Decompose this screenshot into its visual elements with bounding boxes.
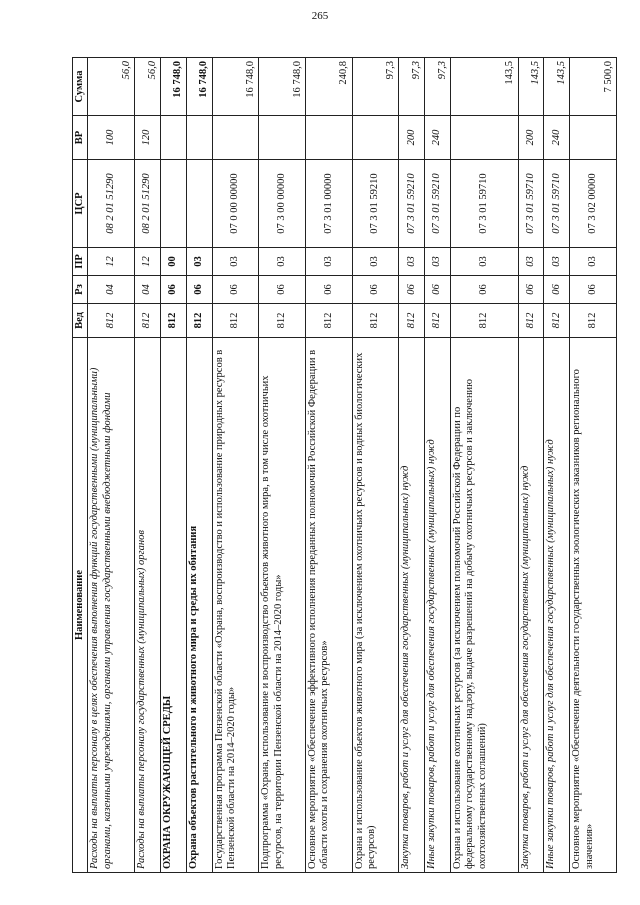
cell-sum: 16 748,0: [212, 58, 259, 116]
table-row: [212, 58, 259, 873]
cell-ved: 812: [352, 304, 399, 338]
cell-pr: 03: [518, 248, 544, 276]
cell-rz: 04: [135, 276, 161, 304]
cell-csr: 07 3 01 59710: [451, 160, 518, 248]
cell-ved: 812: [88, 304, 135, 338]
cell-name: Расходы на выплаты персоналу в целях обеспечения выполнения функций государственными (муниципальными) органами, казенными учреждениями, органами управления государственными внебюджетными фондами: [88, 338, 135, 873]
header-ved: Вед: [73, 304, 88, 338]
table-row: [451, 58, 518, 873]
cell-vr: 240: [425, 116, 451, 160]
cell-rz: 06: [305, 276, 352, 304]
cell-pr: 03: [186, 248, 212, 276]
cell-name: Охрана и использование объектов животного мира (за исключением охотничьих ресурсов и водных биологических ресурсов): [352, 338, 399, 873]
cell-sum: 97,3: [399, 58, 425, 116]
cell-pr: 03: [544, 248, 570, 276]
header-csr: ЦСР: [73, 160, 88, 248]
table-row: [259, 58, 306, 873]
cell-vr: [259, 116, 306, 160]
table-header-row: [73, 58, 88, 873]
table-row: [518, 58, 544, 873]
cell-vr: 200: [518, 116, 544, 160]
cell-vr: [451, 116, 518, 160]
cell-csr: 07 3 01 00000: [305, 160, 352, 248]
table-row: [425, 58, 451, 873]
page-body: [72, 58, 617, 873]
cell-pr: 12: [135, 248, 161, 276]
cell-pr: 03: [570, 248, 617, 276]
cell-vr: [160, 116, 186, 160]
cell-name: ОХРАНА ОКРУЖАЮЩЕЙ СРЕДЫ: [160, 338, 186, 873]
cell-pr: 03: [451, 248, 518, 276]
table-row: [544, 58, 570, 873]
cell-rz: 06: [544, 276, 570, 304]
cell-ved: 812: [135, 304, 161, 338]
cell-pr: 03: [425, 248, 451, 276]
table-row: [570, 58, 617, 873]
cell-ved: 812: [212, 304, 259, 338]
cell-rz: 06: [451, 276, 518, 304]
cell-csr: 07 3 01 59710: [518, 160, 544, 248]
page-number: 265: [311, 10, 329, 22]
cell-ved: 812: [425, 304, 451, 338]
cell-name: Государственная программа Пензенской области «Охрана, воспроизводство и использование природных ресурсов в Пензенской области на 2014–2020 годы»: [212, 338, 259, 873]
table-body: [88, 58, 617, 873]
cell-name: Охрана объектов растительного и животного мира и среды их обитания: [186, 338, 212, 873]
cell-csr: 07 3 01 59210: [425, 160, 451, 248]
table-row: [135, 58, 161, 873]
cell-ved: 812: [399, 304, 425, 338]
cell-csr: 08 2 01 51290: [88, 160, 135, 248]
cell-vr: 200: [399, 116, 425, 160]
cell-name: Расходы на выплаты персоналу государственных (муниципальных) органов: [135, 338, 161, 873]
rotated-table-wrapper: [72, 58, 617, 873]
table-row: [305, 58, 352, 873]
cell-sum: 143,5: [451, 58, 518, 116]
cell-pr: 12: [88, 248, 135, 276]
cell-pr: 03: [305, 248, 352, 276]
cell-vr: 100: [88, 116, 135, 160]
cell-name: Подпрограмма «Охрана, использование и воспроизводство объектов животного мира, в том числе охотничьих ресурсов, на территории Пензенской области на 2014–2020 годы»: [259, 338, 306, 873]
cell-vr: [352, 116, 399, 160]
cell-pr: 03: [399, 248, 425, 276]
cell-csr: 07 3 02 00000: [570, 160, 617, 248]
header-pr: ПР: [73, 248, 88, 276]
cell-rz: 04: [88, 276, 135, 304]
cell-ved: 812: [518, 304, 544, 338]
cell-vr: [186, 116, 212, 160]
table-row: [160, 58, 186, 873]
table-row: [399, 58, 425, 873]
cell-sum: 240,8: [305, 58, 352, 116]
table-row: [352, 58, 399, 873]
cell-pr: 03: [259, 248, 306, 276]
cell-sum: 143,5: [544, 58, 570, 116]
cell-vr: 240: [544, 116, 570, 160]
cell-csr: 07 3 00 00000: [259, 160, 306, 248]
cell-rz: 06: [259, 276, 306, 304]
header-vr: ВР: [73, 116, 88, 160]
cell-rz: 06: [518, 276, 544, 304]
cell-name: Закупка товаров, работ и услуг для обеспечения государственных (муниципальных) нужд: [518, 338, 544, 873]
cell-vr: [305, 116, 352, 160]
cell-rz: 06: [425, 276, 451, 304]
cell-name: Иные закупки товаров, работ и услуг для обеспечения государственных (муниципальных) нужд: [425, 338, 451, 873]
cell-csr: 07 3 01 59210: [352, 160, 399, 248]
budget-table: [72, 57, 617, 873]
cell-pr: 00: [160, 248, 186, 276]
cell-name: Иные закупки товаров, работ и услуг для обеспечения государственных (муниципальных) нужд: [544, 338, 570, 873]
cell-rz: 06: [160, 276, 186, 304]
cell-csr: 07 0 00 00000: [212, 160, 259, 248]
cell-csr: [186, 160, 212, 248]
cell-ved: 812: [544, 304, 570, 338]
cell-rz: 06: [570, 276, 617, 304]
cell-sum: 16 748,0: [186, 58, 212, 116]
cell-ved: 812: [160, 304, 186, 338]
cell-name: Охрана и использование охотничьих ресурсов (за исключением полномочий Российской Федерации по федеральному государственному надзору, выдаче разрешений на добычу охотничьих ресурсов и заключению охотхозяйственных соглашений): [451, 338, 518, 873]
cell-vr: [570, 116, 617, 160]
cell-sum: 7 500,0: [570, 58, 617, 116]
cell-sum: 56,0: [88, 58, 135, 116]
cell-csr: 07 3 01 59210: [399, 160, 425, 248]
cell-vr: 120: [135, 116, 161, 160]
cell-rz: 06: [352, 276, 399, 304]
cell-csr: 08 2 01 51290: [135, 160, 161, 248]
header-rz: Рз: [73, 276, 88, 304]
cell-ved: 812: [451, 304, 518, 338]
cell-pr: 03: [212, 248, 259, 276]
cell-sum: 56,0: [135, 58, 161, 116]
cell-ved: 812: [186, 304, 212, 338]
cell-name: Закупка товаров, работ и услуг для обеспечения государственных (муниципальных) нужд: [399, 338, 425, 873]
cell-sum: 97,3: [352, 58, 399, 116]
cell-sum: 16 748,0: [259, 58, 306, 116]
cell-csr: [160, 160, 186, 248]
cell-csr: 07 3 01 59710: [544, 160, 570, 248]
table-row: [186, 58, 212, 873]
cell-vr: [212, 116, 259, 160]
cell-rz: 06: [186, 276, 212, 304]
cell-sum: 16 748,0: [160, 58, 186, 116]
cell-ved: 812: [259, 304, 306, 338]
cell-name: Основное мероприятие «Обеспечение эффективного исполнения переданных полномочий Российской Федерации в области охоты и сохранения охотничьих ресурсов»: [305, 338, 352, 873]
cell-rz: 06: [212, 276, 259, 304]
cell-ved: 812: [570, 304, 617, 338]
table-row: [88, 58, 135, 873]
cell-name: Основное мероприятие «Обеспечение деятельности государственных зоологических заказников регионального значения»: [570, 338, 617, 873]
header-name: Наименование: [73, 338, 88, 873]
cell-ved: 812: [305, 304, 352, 338]
cell-pr: 03: [352, 248, 399, 276]
header-sum: Сумма: [73, 58, 88, 116]
cell-rz: 06: [399, 276, 425, 304]
cell-sum: 143,5: [518, 58, 544, 116]
cell-sum: 97,3: [425, 58, 451, 116]
